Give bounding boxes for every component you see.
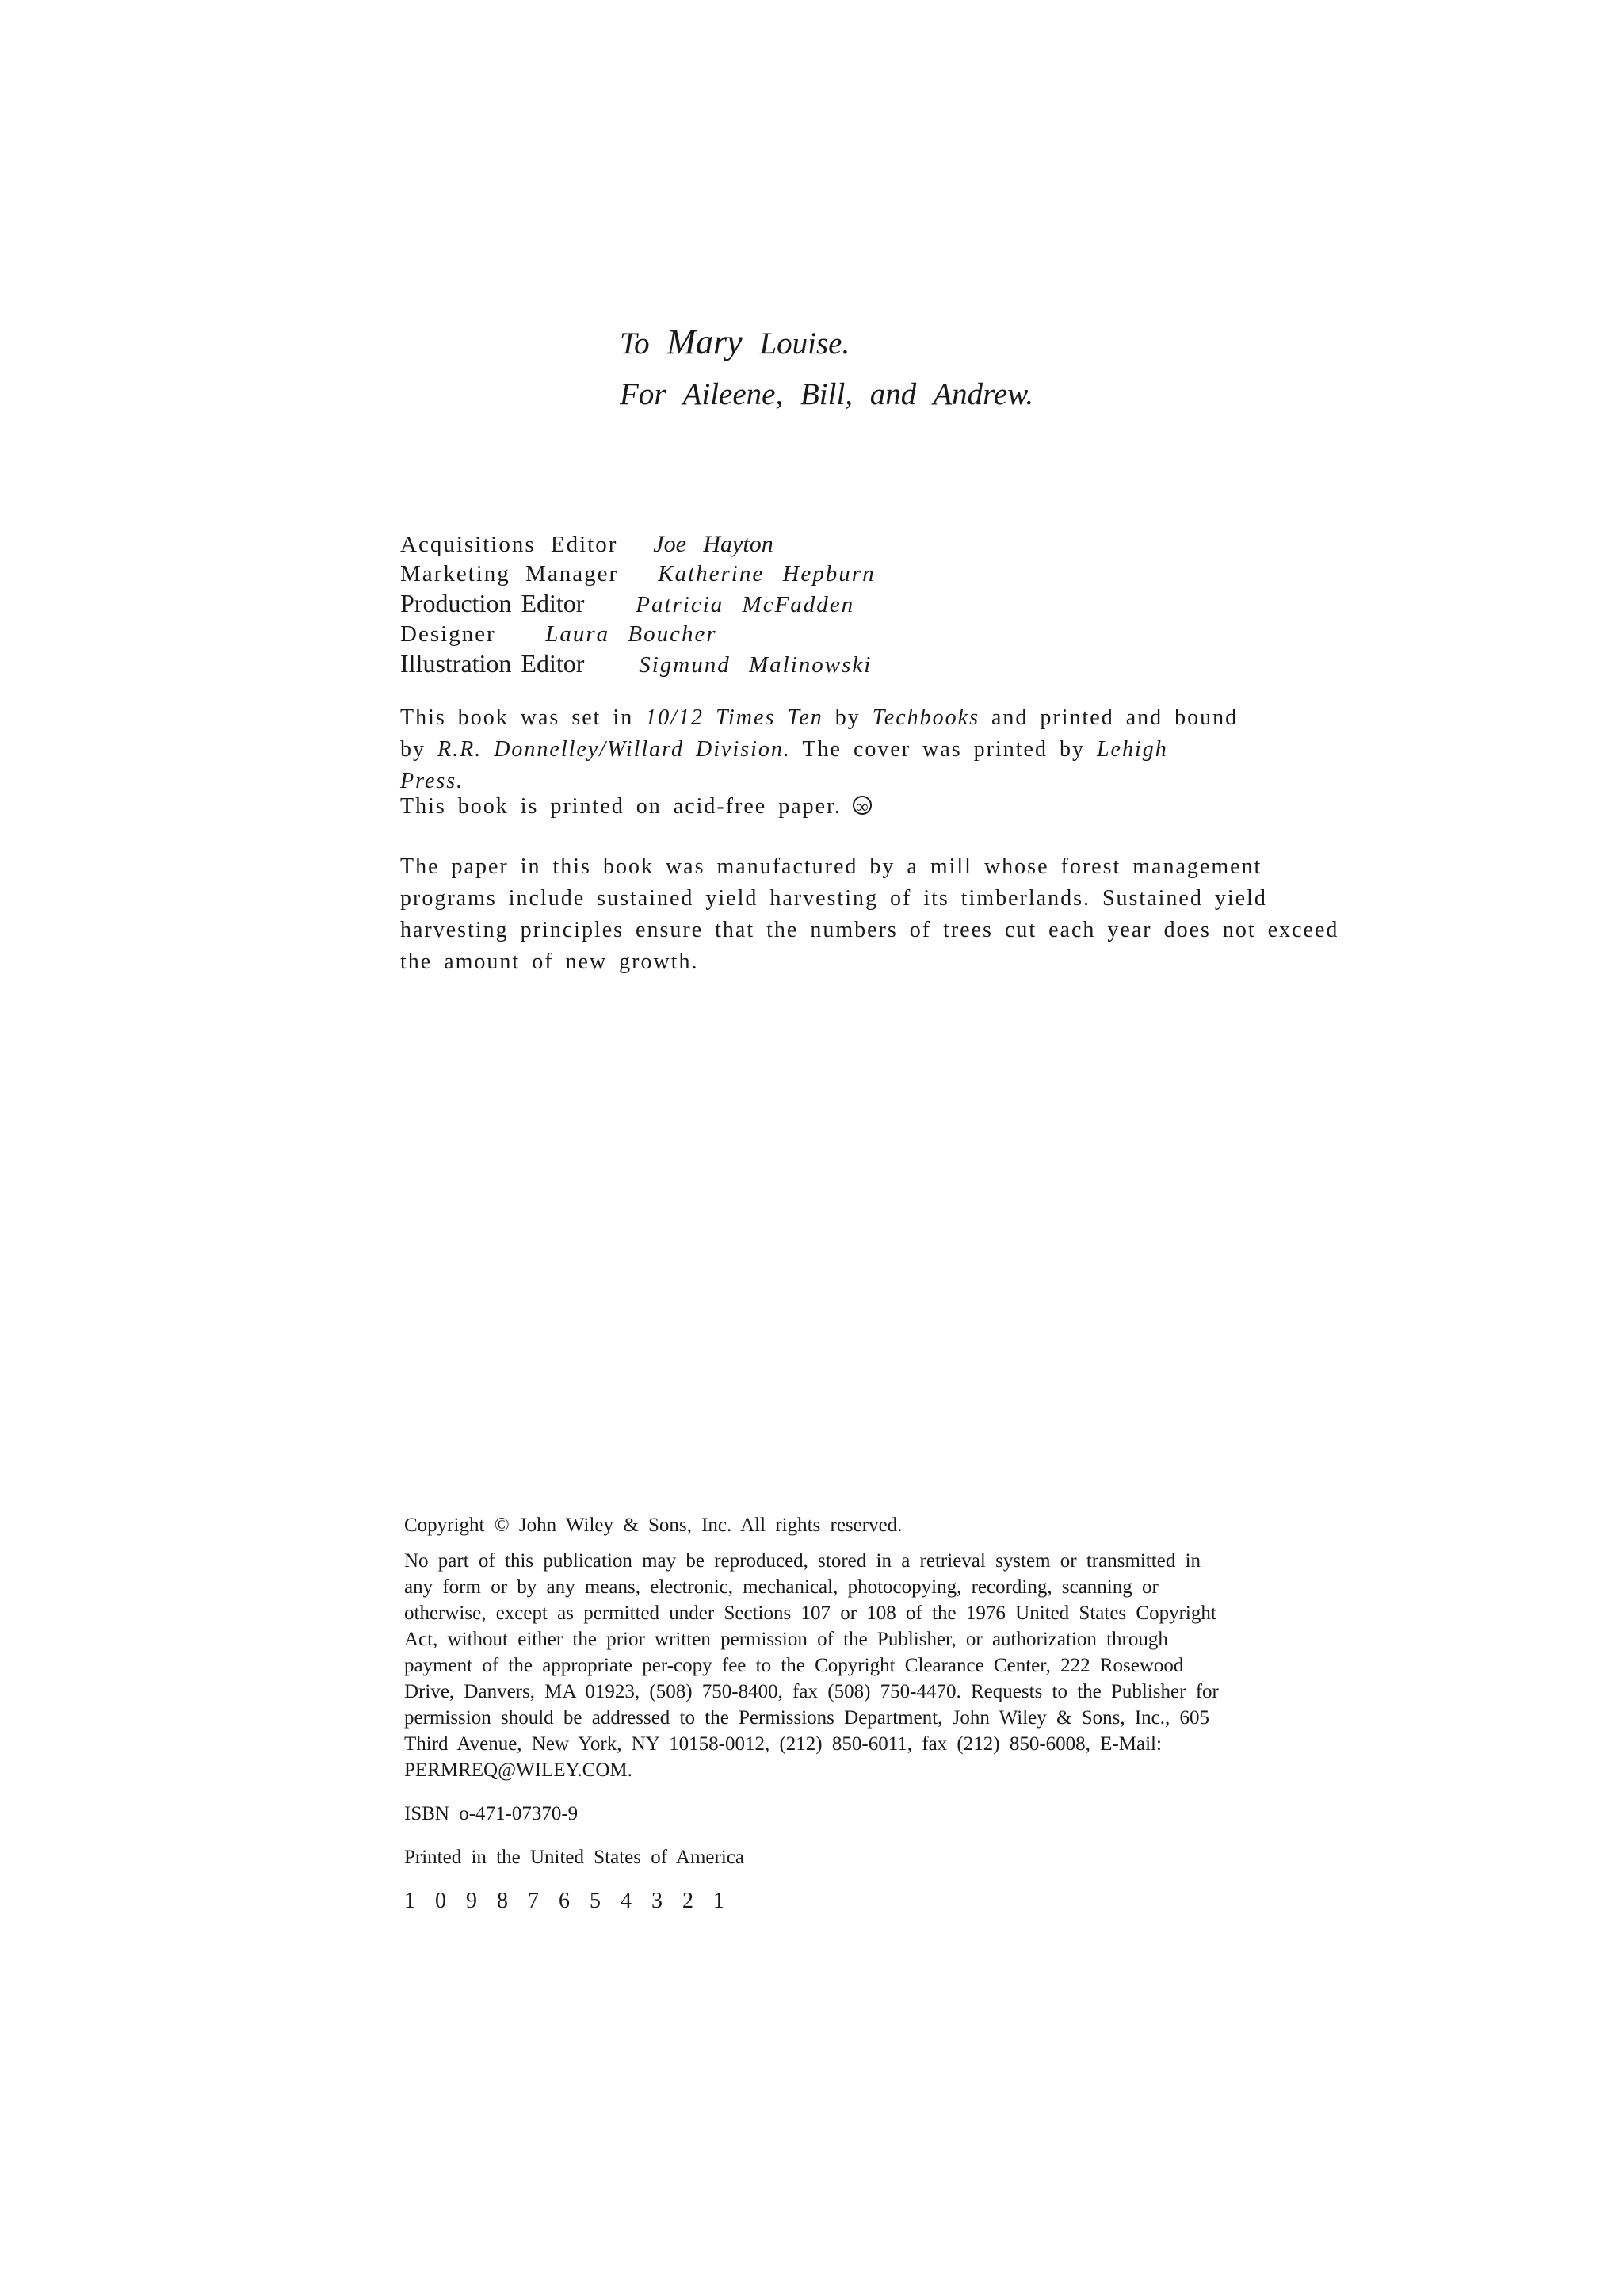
typesetter-name: Techbooks: [872, 705, 980, 730]
dedication-line-1: [620, 317, 1033, 369]
credit-name: Katherine Hepburn: [658, 561, 876, 586]
dedication-to: To: [620, 327, 650, 361]
acid-free-paper-icon: [853, 796, 872, 815]
credit-role: Marketing Manager: [400, 561, 619, 586]
printer-name: R.R. Donnelley/Willard Division.: [437, 737, 791, 762]
credit-name: Sigmund Malinowski: [639, 652, 873, 678]
acid-free-note: [400, 791, 872, 823]
copyright-body: No part of this publication may be reproduced, stored in a retrieval system or transmitted in any form or by any means, electronic, mechanical, photocopying, recording, scanning or otherwise, except as permitted under Sections 107 or 108 of the 1976 United States Copyright Act, without either the prior written permission of the Publisher, or authorization through payment of the appropriate per-copy fee to the Copyright Clearance Center, 222 Rosewood Drive, Danvers, MA 01923, (508) 750-8400, fax (508) 750-4470. Requests to the Publisher for permission should be addressed to the Permissions Department, John Wiley & Sons, Inc., 605 Third Avenue, New York, NY 10158-0012, (212) 850-6011, fax (212) 850-6008, E-Mail: PERMREQ@WILEY.COM.: [404, 1550, 1219, 1781]
typeset-font: 10/12 Times Ten: [645, 705, 823, 730]
credit-role: Designer: [400, 621, 496, 647]
printed-in: Printed in the United States of America: [404, 1847, 744, 1868]
credit-role: Production Editor: [400, 589, 585, 617]
credit-row: [400, 560, 876, 589]
isbn: ISBN o-471-07370-9: [404, 1803, 579, 1824]
typeset-text: by: [834, 705, 861, 730]
typeset-text: This book was set in: [400, 705, 634, 730]
typesetting-note: [400, 702, 1240, 797]
dedication: [620, 317, 1033, 420]
credit-role: Acquisitions Editor: [400, 532, 618, 557]
forest-management-note: The paper in this book was manufactured by a mill whose forest management programs include sustained yield harvesting of its timberlands. Sustained yield harvesting principles ensure that the numbers of trees cut each year does not exceed the amount of new growth.: [400, 854, 1339, 974]
cover-printer-name: Lehigh Press.: [400, 737, 1168, 793]
credit-row: [400, 529, 876, 560]
acid-free-text: This book is printed on acid-free paper.: [400, 794, 842, 819]
dedication-mary: Mary: [666, 323, 743, 361]
copyright-line: Copyright © John Wiley & Sons, Inc. All rights reserved.: [404, 1515, 903, 1536]
credit-name: Joe Hayton: [653, 531, 773, 557]
typeset-text: The cover was printed by: [802, 737, 1085, 762]
credit-row: [400, 589, 876, 620]
dedication-louise: Louise.: [759, 327, 850, 361]
editorial-credits: [400, 529, 876, 680]
print-line: 1 0 9 8 7 6 5 4 3 2 1: [404, 1889, 729, 1913]
credit-row: [400, 620, 876, 649]
credit-name: Laura Boucher: [545, 621, 717, 647]
copyright-block: [404, 1512, 1228, 1914]
credit-role: Illustration Editor: [400, 649, 585, 678]
credit-row: [400, 649, 876, 680]
typeset-text: and printed and bound by: [400, 705, 1239, 762]
credit-name: Patricia McFadden: [636, 592, 855, 617]
dedication-line-2: For Aileene, Bill, and Andrew.: [620, 377, 1034, 411]
